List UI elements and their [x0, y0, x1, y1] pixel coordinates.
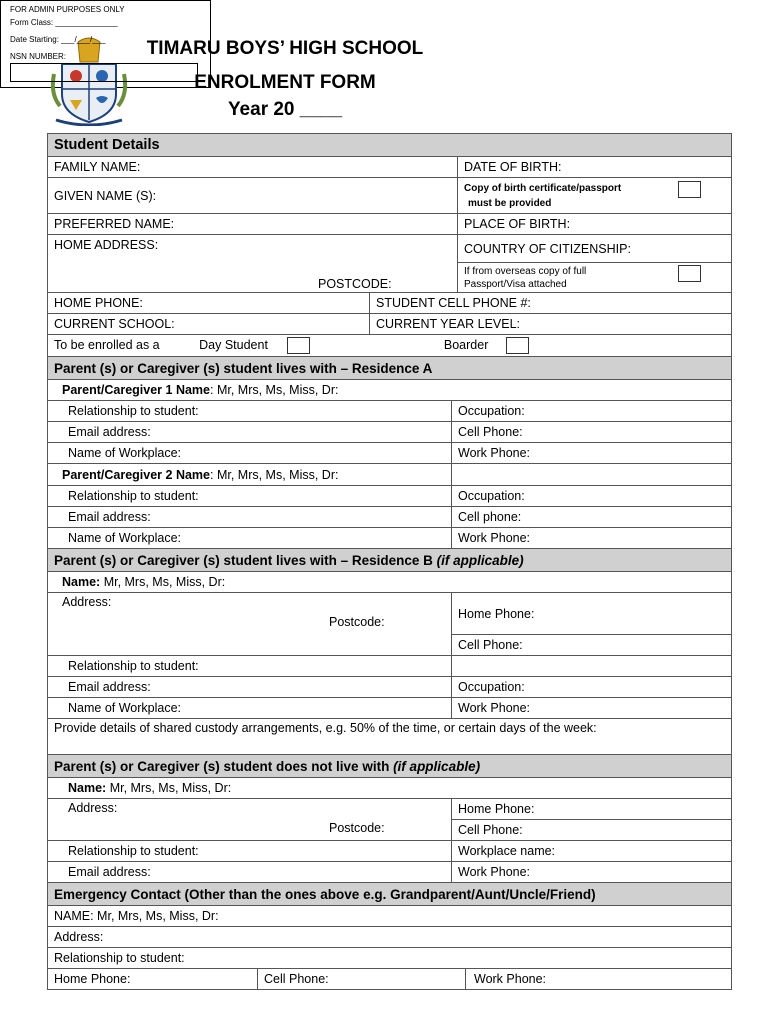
family-name-field[interactable]: FAMILY NAME: — [48, 157, 458, 178]
parent1-name-field[interactable] — [48, 380, 732, 401]
place-of-birth-field[interactable]: PLACE OF BIRTH: — [458, 214, 732, 235]
non-resident-note: (if applicable) — [393, 758, 481, 774]
emergency-relationship-field[interactable]: Relationship to student: — [48, 948, 732, 969]
res-b-workplace-field[interactable]: Name of Workplace: — [48, 698, 452, 719]
res-b-work-phone-field[interactable]: Work Phone: — [452, 698, 732, 719]
non-resident-title: Parent (s) or Caregiver (s) student does not live with — [54, 758, 394, 774]
enrolled-as-label: To be enrolled as a — [54, 337, 160, 352]
nr-email-field[interactable]: Email address: — [48, 862, 452, 883]
residence-b-title: Parent (s) or Caregiver (s) student lives with – Residence B — [54, 552, 437, 568]
nr-name-field[interactable] — [48, 778, 732, 799]
given-name-field[interactable]: GIVEN NAME (S): — [48, 178, 458, 214]
nr-name-label: Name: — [68, 781, 107, 795]
p1-relationship-field[interactable]: Relationship to student: — [48, 401, 452, 422]
res-b-address-label: Address: — [62, 595, 112, 609]
res-b-address-field[interactable] — [48, 593, 452, 656]
emergency-contact-header: Emergency Contact (Other than the ones above e.g. Grandparent/Aunt/Uncle/Friend) — [48, 883, 732, 906]
nr-home-phone-field[interactable]: Home Phone: — [452, 799, 732, 820]
nr-name-titles: Mr, Mrs, Ms, Miss, Dr: — [106, 781, 232, 795]
emergency-cell-phone-field[interactable]: Cell Phone: — [258, 969, 466, 989]
emergency-phone-row — [48, 969, 732, 990]
preferred-name-field[interactable]: PREFERRED NAME: — [48, 214, 458, 235]
birth-cert-note: Copy of birth certificate/passport — [464, 182, 622, 194]
parent2-blank-cell — [452, 464, 732, 486]
school-name: TIMARU BOYS’ HIGH SCHOOL — [146, 38, 424, 59]
student-details-header: Student Details — [48, 134, 732, 157]
parent2-name-label: Parent/Caregiver 2 Name — [62, 467, 210, 482]
admin-date-starting[interactable]: Date Starting: ___/___/___ — [10, 35, 106, 44]
home-address-label: HOME ADDRESS: — [54, 238, 159, 252]
enrolment-type-row — [48, 335, 732, 357]
p1-workplace-field[interactable]: Name of Workplace: — [48, 443, 452, 464]
enrolment-form-table — [47, 133, 732, 990]
parent2-titles: : Mr, Mrs, Ms, Miss, Dr: — [210, 467, 339, 482]
p1-cell-phone-field[interactable]: Cell Phone: — [452, 422, 732, 443]
residence-b-note: (if applicable) — [436, 552, 524, 568]
p2-workplace-field[interactable]: Name of Workplace: — [48, 528, 452, 549]
res-b-name-titles: Mr, Mrs, Ms, Miss, Dr: — [100, 575, 226, 589]
non-resident-header — [48, 755, 732, 778]
res-b-cell-phone-field[interactable]: Cell Phone: — [452, 635, 732, 656]
res-b-occupation-field[interactable]: Occupation: — [452, 677, 732, 698]
student-cell-phone-field[interactable]: STUDENT CELL PHONE #: — [370, 293, 732, 314]
emergency-work-phone-field[interactable]: Work Phone: — [474, 972, 547, 986]
birth-cert-checkbox[interactable] — [678, 181, 701, 198]
res-b-home-phone-field[interactable]: Home Phone: — [452, 593, 732, 635]
custody-details-field[interactable]: Provide details of shared custody arrangements, e.g. 50% of the time, or certain days of the week: — [48, 719, 732, 755]
home-phone-field[interactable]: HOME PHONE: — [48, 293, 370, 314]
emergency-home-phone-field[interactable]: Home Phone: — [48, 969, 258, 989]
nr-postcode-label: Postcode: — [329, 821, 385, 835]
day-student-checkbox[interactable] — [287, 337, 310, 354]
emergency-address-field[interactable]: Address: — [48, 927, 732, 948]
citizenship-field[interactable]: COUNTRY OF CITIZENSHIP: — [458, 235, 732, 263]
residence-a-header: Parent (s) or Caregiver (s) student lives with – Residence A — [48, 357, 732, 380]
overseas-note: If from overseas copy of full Passport/Visa attached — [464, 265, 587, 290]
day-student-label: Day Student — [199, 337, 268, 352]
p2-relationship-field[interactable]: Relationship to student: — [48, 486, 452, 507]
dob-field[interactable]: DATE OF BIRTH: — [458, 157, 732, 178]
admin-heading: FOR ADMIN PURPOSES ONLY — [10, 5, 125, 14]
current-year-level-field[interactable]: CURRENT YEAR LEVEL: — [370, 314, 732, 335]
res-b-email-field[interactable]: Email address: — [48, 677, 452, 698]
res-b-postcode-label: Postcode: — [329, 615, 385, 629]
admin-form-class[interactable]: Form Class: ______________ — [10, 18, 118, 27]
nr-work-phone-field[interactable]: Work Phone: — [452, 862, 732, 883]
admin-nsn-label: NSN NUMBER: — [10, 52, 67, 61]
parent1-name-label: Parent/Caregiver 1 Name — [62, 383, 210, 397]
res-b-relationship-field[interactable]: Relationship to student: — [48, 656, 452, 677]
boarder-checkbox[interactable] — [506, 337, 529, 354]
res-b-name-field[interactable] — [48, 572, 732, 593]
nr-relationship-field[interactable]: Relationship to student: — [48, 841, 452, 862]
residence-b-header — [48, 549, 732, 572]
res-b-blank-cell — [452, 656, 732, 677]
birth-cert-cell — [458, 178, 732, 214]
parent1-titles: : Mr, Mrs, Ms, Miss, Dr: — [210, 383, 339, 397]
p2-occupation-field[interactable]: Occupation: — [452, 486, 732, 507]
home-address-field[interactable] — [48, 235, 458, 293]
nsn-number-field[interactable] — [10, 63, 198, 82]
boarder-label: Boarder — [443, 337, 489, 352]
overseas-passport-checkbox[interactable] — [678, 265, 701, 282]
p1-work-phone-field[interactable]: Work Phone: — [452, 443, 732, 464]
p2-cell-phone-field[interactable]: Cell phone: — [452, 507, 732, 528]
res-b-name-label: Name: — [62, 575, 101, 589]
overseas-cell — [458, 263, 732, 293]
parent2-name-field[interactable] — [48, 464, 452, 486]
p2-email-field[interactable]: Email address: — [48, 507, 452, 528]
emergency-name-field[interactable]: NAME: Mr, Mrs, Ms, Miss, Dr: — [48, 906, 732, 927]
p1-email-field[interactable]: Email address: — [48, 422, 452, 443]
form-year: Year 20 ____ — [227, 99, 343, 120]
current-school-field[interactable]: CURRENT SCHOOL: — [48, 314, 370, 335]
p2-work-phone-field[interactable]: Work Phone: — [452, 528, 732, 549]
nr-address-label: Address: — [68, 801, 118, 815]
nr-address-field[interactable] — [48, 799, 452, 841]
nr-cell-phone-field[interactable]: Cell Phone: — [452, 820, 732, 841]
form-title: ENROLMENT FORM — [194, 72, 376, 93]
p1-occupation-field[interactable]: Occupation: — [452, 401, 732, 422]
postcode-label: POSTCODE: — [318, 277, 392, 291]
nr-workplace-name-field[interactable]: Workplace name: — [452, 841, 732, 862]
birth-cert-note-2: must be provided — [468, 197, 552, 209]
